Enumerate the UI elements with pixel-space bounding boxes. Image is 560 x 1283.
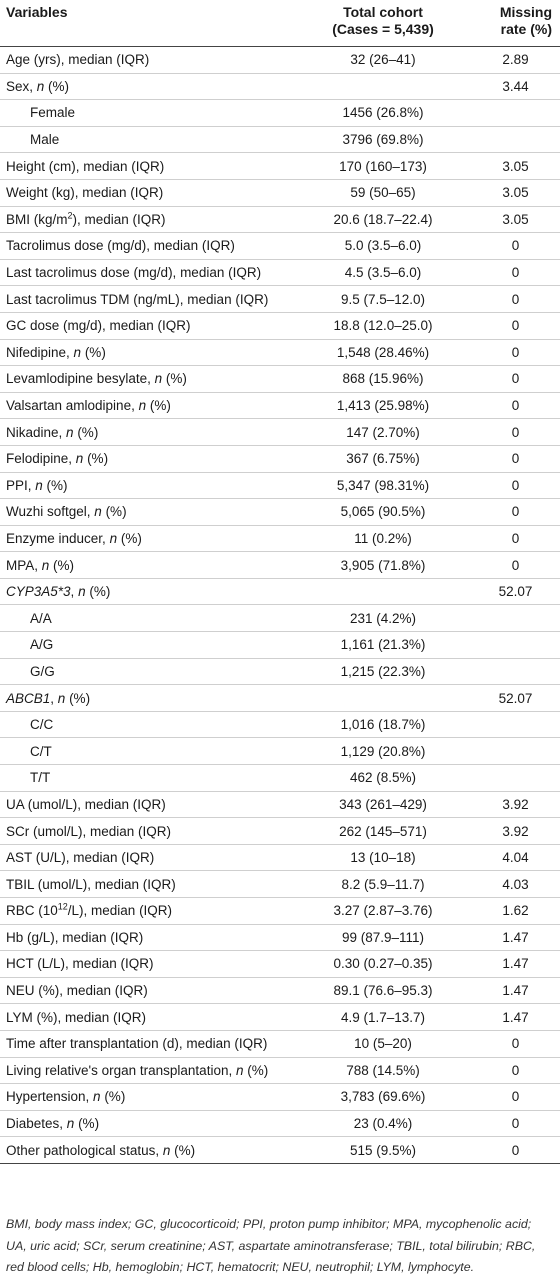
variable-label: Hb (g/L), median (IQR) [6, 929, 144, 945]
table-row [0, 339, 560, 366]
missing-rate-cell: 3.05 [455, 179, 560, 206]
variable-n: n [66, 1116, 75, 1132]
variable-label: G/G [30, 663, 55, 679]
variable-n: n [57, 690, 66, 706]
table-row [0, 392, 560, 419]
missing-rate-cell: 0 [455, 1057, 560, 1084]
total-cohort-cell: 23 (0.4%) [311, 1110, 455, 1137]
variable-cell [0, 126, 311, 153]
variable-label: Diabetes, [6, 1116, 67, 1132]
variable-cell [0, 871, 311, 898]
variable-label: PPI, [6, 477, 36, 493]
table-row [0, 844, 560, 871]
table-footnote: BMI, body mass index; GC, glucocorticoid; PPI, proton pump inhibitor; MPA, mycophenolic acid; UA, uric acid; SCr, serum creatinine; AST, aspartate aminotransferase; TBIL, total bilirubin; RBC, red blood cells; Hb, hemoglobin; HCT, hematocrit; NEU, neutrophil; LYM, lymphocyte. [6, 1217, 536, 1274]
variable-n: n [154, 371, 163, 387]
total-cohort-cell: 1,161 (21.3%) [311, 632, 455, 659]
variable-label-suffix: (%) [42, 477, 68, 493]
table-row [0, 286, 560, 313]
variable-label-suffix: (%) [162, 371, 187, 387]
variable-label: RBC (10 [6, 903, 58, 919]
missing-rate-cell: 2.89 [455, 47, 560, 74]
missing-rate-cell: 3.92 [455, 818, 560, 845]
total-cohort-cell: 99 (87.9–111) [311, 924, 455, 951]
header-variables: Variables [0, 0, 311, 47]
variable-label: A/G [30, 637, 54, 653]
missing-rate-cell: 0 [455, 286, 560, 313]
total-cohort-cell: 262 (145–571) [311, 818, 455, 845]
table-row [0, 552, 560, 579]
missing-rate-cell: 0 [455, 472, 560, 499]
variable-cell [0, 1110, 311, 1137]
table-body [0, 47, 560, 1164]
table-row [0, 951, 560, 978]
variable-superscript: 2 [67, 210, 73, 221]
variable-label: BMI (kg/m [6, 211, 68, 227]
total-cohort-cell: 18.8 (12.0–25.0) [311, 312, 455, 339]
variable-cell [0, 472, 311, 499]
missing-rate-cell [455, 738, 560, 765]
header-total-cohort-line2: (Cases = 5,439) [332, 21, 434, 37]
variable-n: n [78, 584, 86, 600]
variable-cell [0, 1004, 311, 1031]
variable-label: Hypertension, [6, 1089, 94, 1105]
missing-rate-cell: 0 [455, 233, 560, 260]
variable-cell [0, 632, 311, 659]
variable-superscript: 12 [57, 901, 68, 912]
total-cohort-cell: 1,129 (20.8%) [311, 738, 455, 765]
variable-label: Living relative's organ transplantation, [6, 1062, 236, 1078]
total-cohort-cell: 4.5 (3.5–6.0) [311, 259, 455, 286]
variable-label-suffix: (%) [83, 451, 109, 467]
missing-rate-cell: 0 [455, 499, 560, 526]
variable-label: Last tacrolimus TDM (ng/mL), median (IQR) [6, 291, 269, 307]
missing-rate-cell: 0 [455, 552, 560, 579]
variable-label: , [70, 584, 79, 600]
variable-label: Levamlodipine besylate, [6, 371, 155, 387]
missing-rate-cell: 3.05 [455, 153, 560, 180]
total-cohort-cell [311, 73, 455, 100]
table-row [0, 499, 560, 526]
table-row [0, 233, 560, 260]
variable-cell [0, 312, 311, 339]
variable-n: n [235, 1062, 244, 1078]
total-cohort-cell: 3,905 (71.8%) [311, 552, 455, 579]
variable-label: Nikadine, [6, 424, 67, 440]
missing-rate-cell: 0 [455, 1030, 560, 1057]
total-cohort-cell [311, 578, 455, 605]
header-missing-rate-line2: rate (%) [500, 21, 552, 37]
variable-cell [0, 977, 311, 1004]
variable-label-suffix: (%) [85, 584, 111, 600]
total-cohort-cell: 32 (26–41) [311, 47, 455, 74]
missing-rate-cell: 3.05 [455, 206, 560, 233]
variable-n: n [162, 1142, 171, 1158]
variable-label: Enzyme inducer, [6, 530, 110, 546]
variable-label: HCT (L/L), median (IQR) [6, 956, 154, 972]
missing-rate-cell: 0 [455, 312, 560, 339]
variable-n: n [41, 557, 50, 573]
variable-label: T/T [30, 770, 51, 786]
variable-label: Last tacrolimus dose (mg/d), median (IQR) [6, 265, 262, 281]
missing-rate-cell: 0 [455, 1137, 560, 1164]
table-row [0, 1110, 560, 1137]
total-cohort-cell: 8.2 (5.9–11.7) [311, 871, 455, 898]
header-total-cohort [311, 0, 455, 47]
variable-n: n [94, 504, 102, 520]
variable-cell [0, 286, 311, 313]
total-cohort-cell: 1,548 (28.46%) [311, 339, 455, 366]
table-header [0, 0, 560, 47]
variable-cell [0, 392, 311, 419]
variable-label: Height (cm), median (IQR) [6, 158, 165, 174]
header-missing-rate [455, 0, 560, 47]
variable-cell [0, 791, 311, 818]
variable-cell [0, 1057, 311, 1084]
table-row [0, 898, 560, 925]
variable-label-suffix: (%) [74, 1116, 100, 1132]
variable-label: AST (U/L), median (IQR) [6, 850, 155, 866]
variable-label: C/C [30, 717, 54, 733]
total-cohort-cell: 462 (8.5%) [311, 765, 455, 792]
missing-rate-cell: 0 [455, 259, 560, 286]
variable-label-suffix: (%) [100, 1089, 126, 1105]
table-row [0, 445, 560, 472]
header-total-cohort-line1: Total cohort [343, 4, 423, 20]
variable-cell [0, 658, 311, 685]
variable-cell [0, 525, 311, 552]
total-cohort-cell: 11 (0.2%) [311, 525, 455, 552]
missing-rate-cell [455, 658, 560, 685]
variable-cell [0, 552, 311, 579]
variable-cell [0, 259, 311, 286]
variable-cell [0, 818, 311, 845]
variable-label: Tacrolimus dose (mg/d), median (IQR) [6, 238, 235, 254]
table-row [0, 1137, 560, 1164]
total-cohort-cell: 3.27 (2.87–3.76) [311, 898, 455, 925]
table-row [0, 179, 560, 206]
variable-cell [0, 685, 311, 712]
missing-rate-cell [455, 711, 560, 738]
table-row [0, 658, 560, 685]
variable-label-suffix: (%) [243, 1062, 269, 1078]
variable-label: Age (yrs), median (IQR) [6, 52, 150, 68]
variable-label: NEU (%), median (IQR) [6, 983, 148, 999]
variable-cell [0, 366, 311, 393]
variable-cell [0, 924, 311, 951]
table-row [0, 818, 560, 845]
table-row [0, 924, 560, 951]
missing-rate-cell [455, 100, 560, 127]
total-cohort-cell: 1,016 (18.7%) [311, 711, 455, 738]
total-cohort-cell: 5,347 (98.31%) [311, 472, 455, 499]
variable-cell [0, 844, 311, 871]
total-cohort-cell: 20.6 (18.7–22.4) [311, 206, 455, 233]
variable-label: LYM (%), median (IQR) [6, 1009, 147, 1025]
table-row [0, 259, 560, 286]
variable-cell [0, 765, 311, 792]
variable-cell [0, 206, 311, 233]
variable-cell [0, 445, 311, 472]
variable-label-suffix: (%) [44, 78, 70, 94]
variable-label-suffix: (%) [146, 398, 171, 414]
table-row [0, 1030, 560, 1057]
variable-cell [0, 339, 311, 366]
table-row [0, 605, 560, 632]
missing-rate-cell: 0 [455, 1110, 560, 1137]
variable-label: Female [30, 105, 76, 121]
variable-label-suffix: (%) [73, 424, 99, 440]
total-cohort-cell: 515 (9.5%) [311, 1137, 455, 1164]
total-cohort-cell: 170 (160–173) [311, 153, 455, 180]
missing-rate-cell: 0 [455, 339, 560, 366]
variable-n: n [93, 1089, 101, 1105]
variable-cell [0, 711, 311, 738]
total-cohort-cell: 3796 (69.8%) [311, 126, 455, 153]
variable-label-suffix: ), median (IQR) [72, 211, 166, 227]
variable-label: C/T [30, 743, 52, 759]
missing-rate-cell: 4.03 [455, 871, 560, 898]
variable-label: Sex, [6, 78, 37, 94]
missing-rate-cell: 1.47 [455, 977, 560, 1004]
missing-rate-cell: 1.47 [455, 1004, 560, 1031]
variable-label-suffix: (%) [101, 504, 127, 520]
total-cohort-cell: 5.0 (3.5–6.0) [311, 233, 455, 260]
variable-cell [0, 738, 311, 765]
missing-rate-cell [455, 765, 560, 792]
total-cohort-cell [311, 685, 455, 712]
total-cohort-cell: 788 (14.5%) [311, 1057, 455, 1084]
variable-cell [0, 951, 311, 978]
variable-n: n [36, 78, 45, 94]
table-row [0, 206, 560, 233]
variable-cell [0, 499, 311, 526]
variable-label: Time after transplantation (d), median (IQR) [6, 1036, 268, 1052]
missing-rate-cell: 1.62 [455, 898, 560, 925]
variable-cell [0, 100, 311, 127]
table-row [0, 578, 560, 605]
variable-label: Male [30, 132, 60, 148]
table-row [0, 977, 560, 1004]
variable-label: Other pathological status, [6, 1142, 163, 1158]
variable-cell [0, 605, 311, 632]
missing-rate-cell: 3.92 [455, 791, 560, 818]
total-cohort-cell: 231 (4.2%) [311, 605, 455, 632]
variable-label-suffix: (%) [81, 344, 106, 360]
missing-rate-cell: 52.07 [455, 578, 560, 605]
table-row [0, 126, 560, 153]
table-row [0, 738, 560, 765]
variable-cell [0, 898, 311, 925]
variable-label: A/A [30, 610, 52, 626]
total-cohort-cell: 0.30 (0.27–0.35) [311, 951, 455, 978]
total-cohort-cell: 13 (10–18) [311, 844, 455, 871]
total-cohort-cell: 343 (261–429) [311, 791, 455, 818]
variable-n: n [138, 398, 147, 414]
total-cohort-cell: 4.9 (1.7–13.7) [311, 1004, 455, 1031]
table-row [0, 1004, 560, 1031]
missing-rate-cell: 0 [455, 366, 560, 393]
variable-label: , [50, 690, 58, 706]
variable-n: n [66, 424, 74, 440]
variable-cell [0, 47, 311, 74]
variable-gene-name: ABCB1 [6, 690, 51, 706]
missing-rate-cell [455, 126, 560, 153]
missing-rate-cell [455, 605, 560, 632]
total-cohort-cell: 89.1 (76.6–95.3) [311, 977, 455, 1004]
table-row [0, 685, 560, 712]
variable-label: TBIL (umol/L), median (IQR) [6, 876, 176, 892]
variable-cell [0, 1030, 311, 1057]
table-row [0, 366, 560, 393]
total-cohort-cell: 367 (6.75%) [311, 445, 455, 472]
table-row [0, 791, 560, 818]
variable-label: SCr (umol/L), median (IQR) [6, 823, 172, 839]
variable-label: Wuzhi softgel, [6, 504, 95, 520]
missing-rate-cell: 0 [455, 419, 560, 446]
missing-rate-cell: 1.47 [455, 951, 560, 978]
table-row [0, 765, 560, 792]
variable-label: GC dose (mg/d), median (IQR) [6, 318, 191, 334]
table-row [0, 419, 560, 446]
variable-n: n [109, 530, 118, 546]
table-row [0, 73, 560, 100]
table-row [0, 711, 560, 738]
variable-label-suffix: (%) [117, 530, 142, 546]
variable-label: UA (umol/L), median (IQR) [6, 796, 166, 812]
variable-label: Weight (kg), median (IQR) [6, 185, 164, 201]
variable-n: n [73, 344, 82, 360]
variable-label-suffix: /L), median (IQR) [67, 903, 173, 919]
table-row [0, 472, 560, 499]
missing-rate-cell: 0 [455, 445, 560, 472]
table-row [0, 1057, 560, 1084]
variable-cell [0, 153, 311, 180]
missing-rate-cell: 0 [455, 525, 560, 552]
table-row [0, 632, 560, 659]
missing-rate-cell: 1.47 [455, 924, 560, 951]
variable-cell [0, 578, 311, 605]
total-cohort-cell: 3,783 (69.6%) [311, 1084, 455, 1111]
total-cohort-cell: 1456 (26.8%) [311, 100, 455, 127]
table-row [0, 871, 560, 898]
missing-rate-cell [455, 632, 560, 659]
variable-cell [0, 419, 311, 446]
total-cohort-cell: 9.5 (7.5–12.0) [311, 286, 455, 313]
variable-label-suffix: (%) [49, 557, 75, 573]
table-row [0, 153, 560, 180]
missing-rate-cell: 52.07 [455, 685, 560, 712]
variable-cell [0, 233, 311, 260]
total-cohort-cell: 1,413 (25.98%) [311, 392, 455, 419]
header-missing-rate-line1: Missing [499, 4, 552, 20]
total-cohort-cell: 1,215 (22.3%) [311, 658, 455, 685]
missing-rate-cell: 4.04 [455, 844, 560, 871]
missing-rate-cell: 3.44 [455, 73, 560, 100]
variable-label-suffix: (%) [170, 1142, 196, 1158]
variable-label-suffix: (%) [65, 690, 91, 706]
table-row [0, 100, 560, 127]
table-row [0, 525, 560, 552]
table-row [0, 1084, 560, 1111]
variable-label: Nifedipine, [6, 344, 74, 360]
variable-label: MPA, [6, 557, 42, 573]
variable-cell [0, 1137, 311, 1164]
variable-label: Felodipine, [6, 451, 76, 467]
variable-cell [0, 179, 311, 206]
variable-cell [0, 1084, 311, 1111]
total-cohort-cell: 868 (15.96%) [311, 366, 455, 393]
variable-label: Valsartan amlodipine, [6, 398, 139, 414]
total-cohort-cell: 59 (50–65) [311, 179, 455, 206]
variable-n: n [75, 451, 84, 467]
variable-cell [0, 73, 311, 100]
table-row [0, 312, 560, 339]
variable-gene-name: CYP3A5*3 [6, 584, 71, 600]
total-cohort-cell: 5,065 (90.5%) [311, 499, 455, 526]
variable-n: n [35, 477, 43, 493]
table-row [0, 47, 560, 74]
total-cohort-cell: 10 (5–20) [311, 1030, 455, 1057]
missing-rate-cell: 0 [455, 1084, 560, 1111]
missing-rate-cell: 0 [455, 392, 560, 419]
total-cohort-cell: 147 (2.70%) [311, 419, 455, 446]
